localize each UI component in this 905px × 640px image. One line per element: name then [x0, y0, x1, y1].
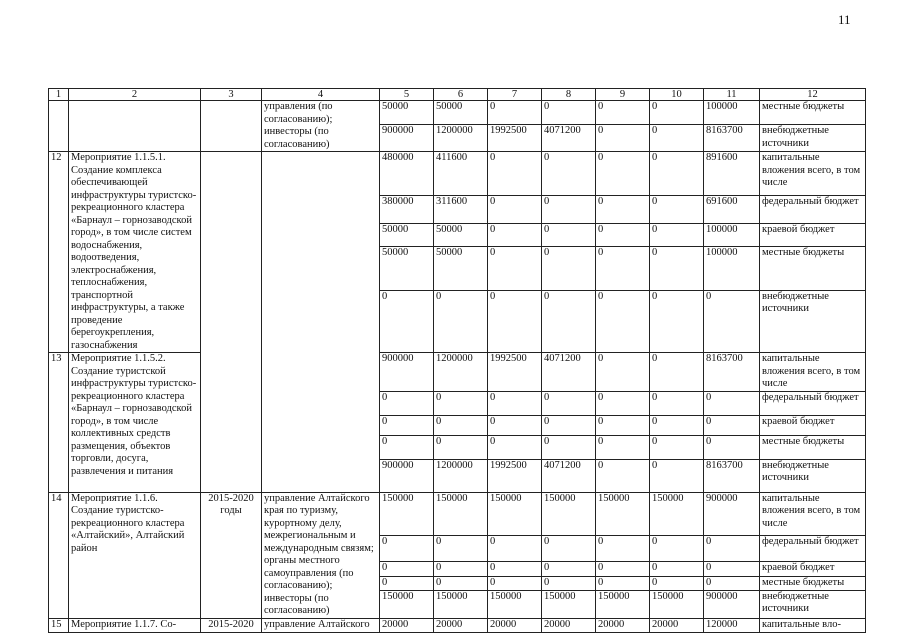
value-cell: 480000	[380, 152, 434, 196]
value-cell: 0	[596, 391, 650, 415]
value-cell: 0	[542, 290, 596, 352]
value-cell: 0	[650, 223, 704, 246]
column-header: 3	[201, 89, 262, 101]
value-cell: 150000	[434, 492, 488, 535]
value-cell: 0	[542, 435, 596, 459]
value-cell: 4071200	[542, 459, 596, 492]
column-header: 5	[380, 89, 434, 101]
value-cell: 0	[488, 535, 542, 561]
value-cell: 0	[488, 196, 542, 224]
value-cell: 0	[542, 535, 596, 561]
value-cell: 0	[650, 415, 704, 435]
page-number: 11	[838, 12, 851, 27]
table-row	[49, 101, 866, 125]
column-header: 1	[49, 89, 69, 101]
funding-source-cell: внебюджетные источники	[760, 590, 866, 618]
column-header: 12	[760, 89, 866, 101]
total-cell: 0	[704, 576, 760, 590]
total-cell: 8163700	[704, 125, 760, 152]
total-cell: 120000	[704, 618, 760, 632]
activity-name-cell	[69, 101, 201, 152]
period-cell	[201, 152, 262, 493]
value-cell: 900000	[380, 353, 434, 392]
value-cell: 0	[488, 152, 542, 196]
value-cell: 0	[650, 290, 704, 352]
value-cell: 0	[596, 152, 650, 196]
table-row	[49, 618, 866, 632]
value-cell: 50000	[380, 247, 434, 291]
value-cell: 1992500	[488, 353, 542, 392]
table-row	[49, 353, 866, 392]
table-row	[49, 492, 866, 535]
total-cell: 900000	[704, 590, 760, 618]
value-cell: 20000	[380, 618, 434, 632]
executor-cell: управление Алтайского	[262, 618, 380, 632]
value-cell: 50000	[434, 247, 488, 291]
value-cell: 150000	[650, 492, 704, 535]
value-cell: 20000	[542, 618, 596, 632]
activity-name-cell: Мероприятие 1.1.5.1. Создание комплекса обеспечивающей инфраструктуры туристско-рекреационного кластера «Барнаул – горнозаводской город», в том числе систем водоснабжения, водоотведения, электроснабжения, теплоснабжения, транспортной инфраструктуры, а также проведение берегоукрепления, газоснабжения	[69, 152, 201, 353]
value-cell: 0	[488, 223, 542, 246]
total-cell: 0	[704, 290, 760, 352]
value-cell: 0	[596, 459, 650, 492]
value-cell: 0	[596, 223, 650, 246]
value-cell: 0	[542, 391, 596, 415]
column-header: 6	[434, 89, 488, 101]
funding-source-cell: капитальные вложения всего, в том числе	[760, 353, 866, 392]
total-cell: 0	[704, 535, 760, 561]
column-header: 10	[650, 89, 704, 101]
total-cell: 8163700	[704, 353, 760, 392]
value-cell: 0	[542, 152, 596, 196]
value-cell: 0	[596, 415, 650, 435]
value-cell: 150000	[596, 590, 650, 618]
row-number-cell: 12	[49, 152, 69, 353]
total-cell: 100000	[704, 223, 760, 246]
total-cell: 0	[704, 391, 760, 415]
funding-source-cell: капитальные вложения всего, в том числе	[760, 152, 866, 196]
total-cell: 691600	[704, 196, 760, 224]
row-number-cell	[49, 101, 69, 152]
value-cell: 0	[434, 562, 488, 576]
value-cell: 20000	[434, 618, 488, 632]
value-cell: 0	[488, 576, 542, 590]
value-cell: 0	[434, 535, 488, 561]
value-cell: 150000	[434, 590, 488, 618]
value-cell: 0	[596, 247, 650, 291]
value-cell: 1200000	[434, 353, 488, 392]
funding-source-cell: капитальные вло-	[760, 618, 866, 632]
value-cell: 0	[434, 290, 488, 352]
value-cell: 0	[542, 101, 596, 125]
value-cell: 0	[380, 562, 434, 576]
value-cell: 1992500	[488, 459, 542, 492]
value-cell: 0	[488, 415, 542, 435]
value-cell: 0	[650, 576, 704, 590]
total-cell: 900000	[704, 492, 760, 535]
value-cell: 0	[542, 247, 596, 291]
value-cell: 0	[596, 562, 650, 576]
period-cell: 2015-2020	[201, 618, 262, 632]
value-cell: 1200000	[434, 459, 488, 492]
value-cell: 0	[596, 125, 650, 152]
value-cell: 20000	[488, 618, 542, 632]
value-cell: 1992500	[488, 125, 542, 152]
funding-source-cell: внебюджетные источники	[760, 290, 866, 352]
total-cell: 0	[704, 435, 760, 459]
value-cell: 1200000	[434, 125, 488, 152]
value-cell: 150000	[380, 492, 434, 535]
funding-source-cell: федеральный бюджет	[760, 535, 866, 561]
value-cell: 4071200	[542, 125, 596, 152]
value-cell: 380000	[380, 196, 434, 224]
value-cell: 150000	[380, 590, 434, 618]
activity-name-cell: Мероприятие 1.1.5.2. Создание туристской инфраструктуры туристско-рекреационного кластера «Барнаул – горнозаводской город», в том числе коллективных средств размещения, объектов торговли, досуга, развлечения и питания	[69, 353, 201, 493]
value-cell: 0	[488, 247, 542, 291]
value-cell: 900000	[380, 125, 434, 152]
value-cell: 0	[650, 196, 704, 224]
value-cell: 50000	[434, 101, 488, 125]
column-number-row	[49, 89, 866, 101]
total-cell: 0	[704, 562, 760, 576]
value-cell: 20000	[650, 618, 704, 632]
value-cell: 150000	[650, 590, 704, 618]
period-cell: 2015-2020 годы	[201, 492, 262, 618]
value-cell: 0	[380, 535, 434, 561]
activity-name-cell: Мероприятие 1.1.7. Со-	[69, 618, 201, 632]
value-cell: 411600	[434, 152, 488, 196]
executor-cell: управления (по согласованию); инвесторы (по согласованию)	[262, 101, 380, 152]
executor-cell: управление Алтайского края по туризму, курортному делу, межрегиональным и международным связям; органы местного самоуправления (по согласованию); инвесторы (по согласованию)	[262, 492, 380, 618]
activity-name-cell: Мероприятие 1.1.6. Создание туристско-рекреационного кластера «Алтайский», Алтайский район	[69, 492, 201, 618]
column-header: 9	[596, 89, 650, 101]
column-header: 2	[69, 89, 201, 101]
value-cell: 0	[650, 152, 704, 196]
funding-source-cell: внебюджетные источники	[760, 125, 866, 152]
funding-source-cell: федеральный бюджет	[760, 391, 866, 415]
value-cell: 0	[650, 247, 704, 291]
value-cell: 150000	[488, 492, 542, 535]
column-header: 8	[542, 89, 596, 101]
value-cell: 0	[542, 415, 596, 435]
value-cell: 0	[596, 576, 650, 590]
value-cell: 50000	[380, 101, 434, 125]
value-cell: 0	[434, 415, 488, 435]
funding-source-cell: местные бюджеты	[760, 576, 866, 590]
total-cell: 891600	[704, 152, 760, 196]
row-number-cell: 15	[49, 618, 69, 632]
value-cell: 0	[650, 459, 704, 492]
funding-source-cell: краевой бюджет	[760, 223, 866, 246]
value-cell: 150000	[488, 590, 542, 618]
column-header: 11	[704, 89, 760, 101]
value-cell: 311600	[434, 196, 488, 224]
value-cell: 0	[488, 562, 542, 576]
value-cell: 0	[542, 196, 596, 224]
row-number-cell: 13	[49, 353, 69, 493]
value-cell: 150000	[542, 492, 596, 535]
value-cell: 0	[380, 290, 434, 352]
table-row	[49, 152, 866, 196]
value-cell: 50000	[380, 223, 434, 246]
funding-source-cell: местные бюджеты	[760, 101, 866, 125]
value-cell: 0	[596, 535, 650, 561]
value-cell: 0	[488, 290, 542, 352]
value-cell: 0	[596, 101, 650, 125]
value-cell: 0	[542, 576, 596, 590]
value-cell: 0	[596, 353, 650, 392]
funding-source-cell: местные бюджеты	[760, 247, 866, 291]
period-cell	[201, 101, 262, 152]
value-cell: 20000	[596, 618, 650, 632]
value-cell: 0	[434, 576, 488, 590]
value-cell: 0	[380, 391, 434, 415]
value-cell: 0	[650, 391, 704, 415]
funding-source-cell: федеральный бюджет	[760, 196, 866, 224]
value-cell: 150000	[542, 590, 596, 618]
value-cell: 0	[380, 435, 434, 459]
value-cell: 0	[650, 435, 704, 459]
total-cell: 8163700	[704, 459, 760, 492]
funding-source-cell: капитальные вложения всего, в том числе	[760, 492, 866, 535]
value-cell: 0	[542, 223, 596, 246]
value-cell: 50000	[434, 223, 488, 246]
row-number-cell: 14	[49, 492, 69, 618]
value-cell: 0	[434, 391, 488, 415]
value-cell: 0	[542, 562, 596, 576]
funding-source-cell: внебюджетные источники	[760, 459, 866, 492]
value-cell: 0	[650, 353, 704, 392]
column-header: 7	[488, 89, 542, 101]
value-cell: 0	[650, 101, 704, 125]
value-cell: 0	[488, 101, 542, 125]
value-cell: 0	[650, 535, 704, 561]
value-cell: 150000	[596, 492, 650, 535]
total-cell: 100000	[704, 247, 760, 291]
executor-cell	[262, 152, 380, 493]
funding-source-cell: краевой бюджет	[760, 562, 866, 576]
value-cell: 0	[650, 125, 704, 152]
value-cell: 0	[596, 435, 650, 459]
value-cell: 0	[596, 196, 650, 224]
funding-source-cell: краевой бюджет	[760, 415, 866, 435]
program-activities-table	[48, 88, 866, 633]
funding-source-cell: местные бюджеты	[760, 435, 866, 459]
total-cell: 100000	[704, 101, 760, 125]
value-cell: 0	[596, 290, 650, 352]
value-cell: 900000	[380, 459, 434, 492]
value-cell: 0	[380, 576, 434, 590]
value-cell: 0	[488, 435, 542, 459]
value-cell: 0	[650, 562, 704, 576]
value-cell: 0	[380, 415, 434, 435]
column-header: 4	[262, 89, 380, 101]
total-cell: 0	[704, 415, 760, 435]
value-cell: 0	[488, 391, 542, 415]
value-cell: 0	[434, 435, 488, 459]
value-cell: 4071200	[542, 353, 596, 392]
